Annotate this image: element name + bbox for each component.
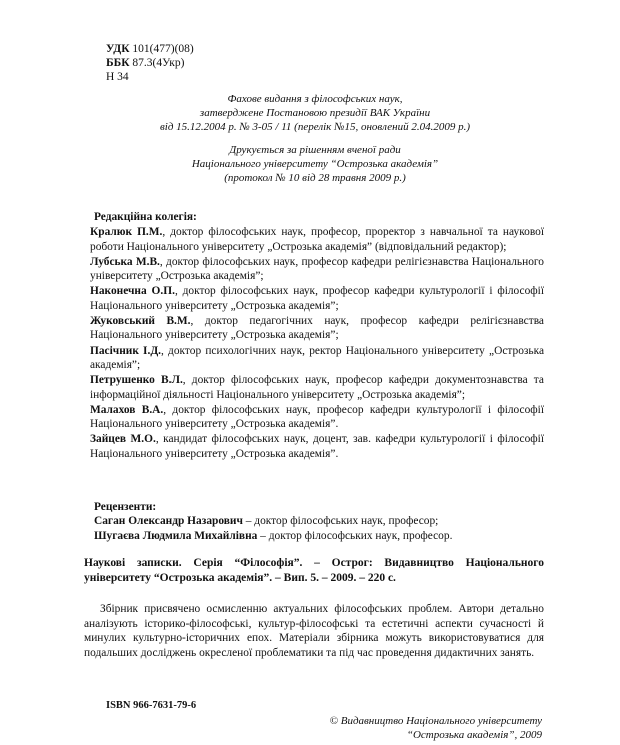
vak-note-line: затверджене Постановою президії ВАК України — [199, 107, 431, 119]
reviewer-desc: – доктор філософських наук, професор. — [257, 529, 453, 542]
member-name: Кралюк П.М. — [90, 226, 163, 239]
bibliographic-entry: Наукові записки. Серія “Філософія”. – Острог: Видавництво Національного університету “Острозька академія”. – Вип. 5. – 2009. – 220 с. — [84, 557, 544, 584]
bbk-line — [106, 56, 194, 70]
reviewer-name: Саган Олександр Назарович — [94, 515, 243, 528]
editorial-board — [84, 210, 544, 461]
board-member — [84, 403, 544, 432]
board-member — [84, 225, 544, 254]
reviewer-desc: – доктор філософських наук, професор; — [242, 515, 439, 528]
member-name: Пасічник І.Д. — [90, 344, 162, 357]
author-code: Н 34 — [106, 71, 129, 83]
council-note-line: Національного університету “Острозька академія” — [191, 158, 439, 170]
member-name: Лубська М.В. — [90, 255, 160, 268]
udk-line — [106, 42, 194, 56]
council-note-line: Друкується за рішенням вченої ради — [229, 144, 401, 156]
bbk-label: ББК — [106, 57, 130, 69]
member-name: Малахов В.А. — [90, 403, 164, 416]
member-desc: , кандидат філософських наук, доцент, зав. кафедри культурології і філософії Національного університету „Острозька академія”. — [90, 433, 545, 460]
member-name: Наконечна О.П. — [90, 285, 175, 298]
member-name: Жуковський В.М. — [90, 315, 191, 328]
copyright — [330, 714, 542, 742]
bbk-value: 87.3(4Укр) — [129, 57, 185, 69]
abstract: Збірник присвячено осмисленню актуальних філософських проблем. Автори детально аналізують історико-філософські, культур-філософські та естетичні аспекти сучасності й минулих культурно-історичних епох. Матеріали збірника можуть використовуватися для подальших досліджень окресленої проблематики та під час проведення дидактичних занять. — [84, 603, 544, 659]
udk-value: 101(477)(08) — [129, 43, 194, 55]
editorial-board-heading: Редакційна колегія: — [94, 211, 197, 223]
council-note — [80, 143, 550, 185]
board-member — [84, 373, 544, 402]
reviewers — [84, 500, 544, 543]
reviewer — [84, 514, 544, 528]
copyright-line: © Видавництво Національного університету — [329, 715, 542, 727]
board-member — [84, 314, 544, 343]
member-desc: , доктор філософських наук, професор, проректор з навчальної та наукової роботи Національного університету „Острозька академія” (відповідальний редактор); — [90, 226, 545, 253]
member-desc: , доктор педагогічних наук, професор кафедри релігієзнавства Національного університету „Острозька академія”; — [90, 315, 544, 342]
reviewer-name: Шугаєва Людмила Михайлівна — [94, 529, 258, 542]
vak-note-line: Фахове видання з філософських наук, — [227, 93, 403, 105]
reviewer — [84, 529, 544, 543]
member-name: Петрушенко В.Л. — [90, 374, 183, 387]
council-note-line: (протокол № 10 від 28 травня 2009 р.) — [224, 172, 406, 184]
reviewers-heading: Рецензенти: — [94, 501, 157, 513]
vak-note — [80, 92, 550, 134]
member-name: Зайцев М.О. — [90, 433, 156, 446]
udk-label: УДК — [106, 43, 130, 55]
classification-block — [106, 42, 194, 84]
board-member — [84, 284, 544, 313]
board-member — [84, 255, 544, 284]
copyright-line: “Острозька академія”, 2009 — [406, 729, 542, 741]
member-desc: , доктор психологічних наук, ректор Національного університету „Острозька академія”; — [90, 344, 545, 371]
isbn: ISBN 966-7631-79-6 — [106, 700, 197, 711]
member-desc: , доктор філософських наук, професор кафедри релігієзнавства Національного університету „Острозька академія”; — [90, 255, 544, 283]
member-desc: , доктор філософських наук, професор кафедри документознавства та інформаційної діяльності Національного університету „Острозька академія”; — [90, 374, 544, 401]
member-desc: , доктор філософських наук, професор кафедри культурології і філософії Національного університету „Острозька академія”; — [90, 285, 544, 312]
vak-note-line: від 15.12.2004 р. № 3-05 / 11 (перелік №15, оновлений 2.04.2009 р.) — [160, 121, 470, 133]
board-member — [84, 344, 544, 373]
member-desc: , доктор філософських наук, професор кафедри культурології і філософії Національного університету „Острозька академія”. — [90, 403, 544, 431]
board-member — [84, 432, 544, 461]
